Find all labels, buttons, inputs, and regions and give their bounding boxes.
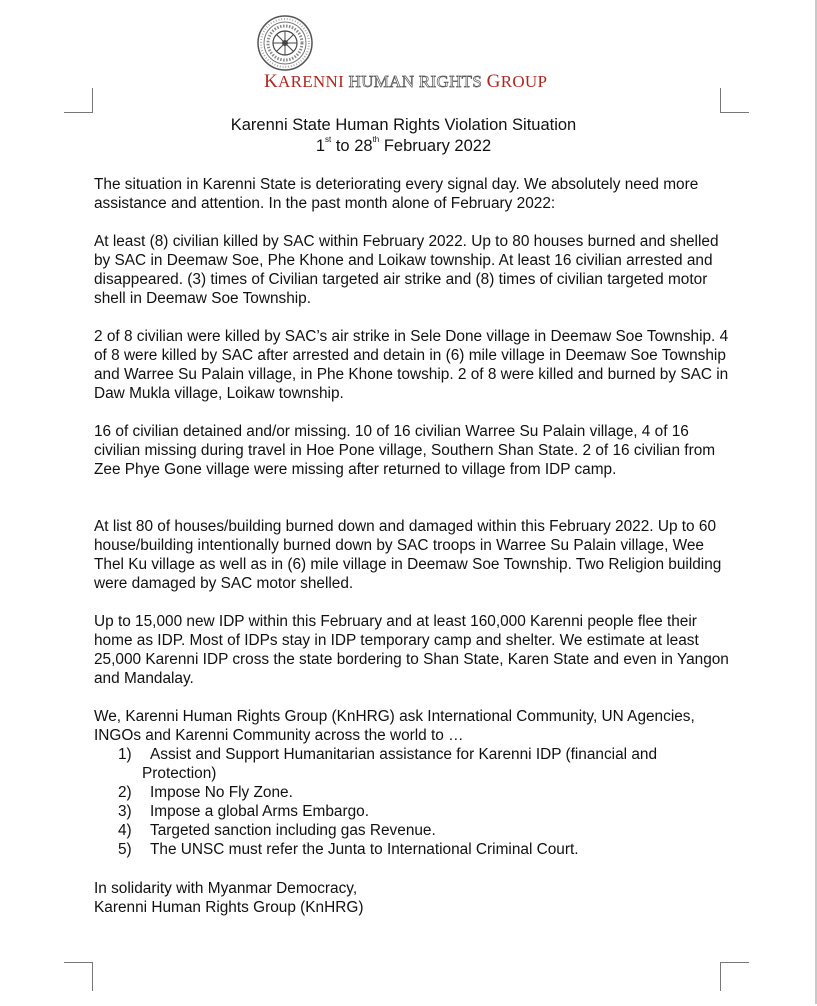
month-year: February 2022	[383, 137, 492, 155]
intro-paragraph: The situation in Karenni State is deteriorating every signal day. We absolutely need more assistance and attention. In the past month alone of February 2022:	[94, 176, 699, 212]
list-text: The UNSC must refer the Junta to International Criminal Court.	[150, 841, 579, 858]
org-name-part: R	[418, 72, 431, 91]
start-day: 1	[315, 137, 326, 155]
asks-list	[94, 745, 734, 859]
crop-mark-bottom-left	[64, 962, 93, 991]
org-name-part: K	[264, 71, 279, 92]
document-title: Karenni State Human Rights Violation Situation	[230, 116, 577, 134]
knhrg-seal-logo	[256, 14, 314, 72]
closing-line: In solidarity with Myanmar Democracy,	[94, 880, 358, 897]
org-name-part: IGHTS	[430, 72, 483, 91]
org-name-part: ROUP	[500, 72, 548, 91]
list-number: 2)	[118, 784, 132, 801]
list-item	[94, 821, 734, 840]
idp-paragraph: Up to 15,000 new IDP within this February and at least 160,000 Karenni people flee their home as IDP. Most of IDPs stay in IDP temporary camp and shelter. We estimate at least 25,000 Karenni IDP cross the state bordering to Shan State, Karen State and even in Yangon and Mandalay.	[94, 613, 729, 687]
list-number: 4)	[118, 822, 132, 839]
org-name-part: H	[348, 72, 362, 91]
crop-mark-top-right	[720, 88, 749, 113]
end-day: 28	[354, 137, 373, 155]
start-day-suffix: st	[325, 135, 332, 144]
buildings-paragraph: At list 80 of houses/building burned down and damaged within this February 2022. Up to 60 house/building intentionally burned down by SAC troops in Warree Su Palain village, Wee Thel Ku village as well as in (6) mile village in Deemaw Soe Township. Two Religion building were damaged by SAC motor shelled.	[94, 518, 722, 592]
list-item	[94, 745, 734, 783]
list-text: Impose a global Arms Embargo.	[150, 803, 369, 820]
list-number: 3)	[118, 803, 132, 820]
list-item	[94, 840, 734, 859]
summary-paragraph: At least (8) civilian killed by SAC within February 2022. Up to 80 houses burned and shelled by SAC in Deemaw Soe, Phe Khone and Loikaw township. At least 16 civilian arrested and disappeared. (3) times of Civilian targeted air strike and (8) times of civilian targeted motor shell in Deemaw Soe Township.	[94, 233, 719, 307]
list-text: Assist and Support Humanitarian assistance for Karenni IDP (financial and	[150, 746, 658, 763]
to-word: to	[335, 137, 350, 155]
signatory: Karenni Human Rights Group (KnHRG)	[94, 899, 364, 916]
appeal-paragraph: We, Karenni Human Rights Group (KnHRG) ask International Community, UN Agencies, INGOs and Karenni Community across the world to …	[94, 708, 695, 744]
crop-mark-top-left	[64, 88, 93, 113]
list-text-continued: Protection)	[142, 765, 217, 782]
crop-mark-bottom-right	[720, 962, 749, 991]
date-range	[0, 135, 807, 156]
list-item	[94, 783, 734, 802]
list-number: 1)	[118, 746, 132, 763]
organization-name	[264, 71, 547, 93]
org-name-part: ARENNI	[278, 72, 345, 91]
list-text: Targeted sanction including gas Revenue.	[150, 822, 436, 839]
detentions-paragraph: 16 of civilian detained and/or missing. 10 of 16 civilian Warree Su Palain village, 4 of 16 civilian missing during travel in Hoe Pone village, Southern Shan State. 2 of 16 civilian from Zee Phye Gone village were missing after returned to village from IDP camp.	[94, 423, 716, 478]
killings-paragraph: 2 of 8 civilian were killed by SAC’s air strike in Sele Done village in Deemaw Soe Township. 4 of 8 were killed by SAC after arrested and detain in (6) mile village in Deemaw Soe Township and Warree Su Palain village, in Phe Khone towship. 2 of 8 were killed and burned by SAC in Daw Mukla village, Loikaw township.	[94, 328, 729, 402]
list-item	[94, 802, 734, 821]
org-name-part: G	[486, 71, 501, 92]
list-number: 5)	[118, 841, 132, 858]
end-day-suffix: th	[372, 135, 380, 144]
org-name-part: UMAN	[361, 72, 415, 91]
closing	[94, 879, 734, 917]
list-text: Impose No Fly Zone.	[150, 784, 293, 801]
